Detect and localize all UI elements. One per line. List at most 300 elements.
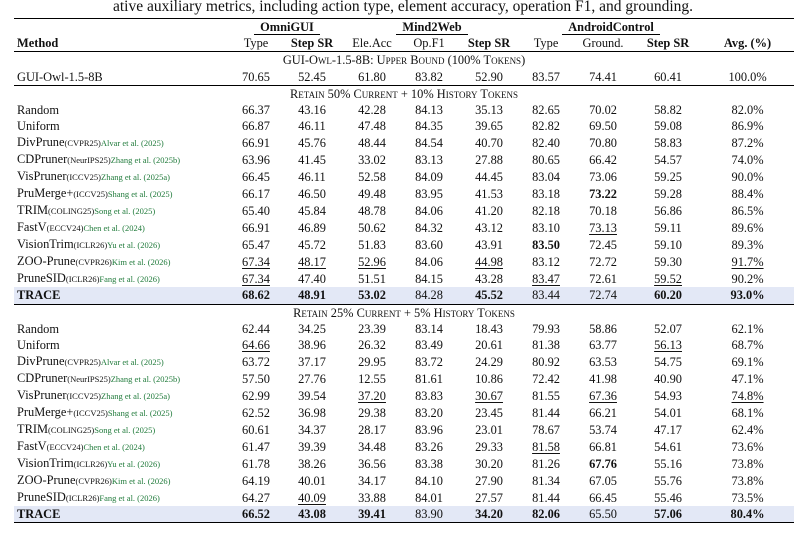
table-row <box>14 321 794 337</box>
metric-cell: 86.9% <box>731 119 764 134</box>
metric-cell: 28.17 <box>358 422 386 437</box>
metric-cell: 37.17 <box>298 354 326 369</box>
col-mind2web-stepsr: Step SR <box>467 36 511 51</box>
method-venue: (ECCV24) <box>46 442 84 453</box>
table-row <box>14 134 794 151</box>
metric-cell: 72.61 <box>589 271 617 286</box>
metric-cell: 83.82 <box>415 69 443 84</box>
metric-cell: 83.50 <box>532 237 560 252</box>
citation-link[interactable]: Yu et al. (2026) <box>107 459 161 470</box>
metric-cell: 74.8% <box>731 388 764 403</box>
metric-cell: 66.42 <box>589 152 617 167</box>
metric-cell: 27.57 <box>475 490 503 505</box>
method-name: Random <box>17 321 59 336</box>
method-venue: (ICCV25) <box>66 172 101 183</box>
citation-link[interactable]: Zhang et al. (2025a) <box>101 172 170 183</box>
citation-link[interactable]: Zhang et al. (2025a) <box>101 391 170 402</box>
table-row <box>14 370 794 387</box>
metric-cell: 70.18 <box>589 203 617 218</box>
method-name: VisionTrim(ICLR26)Yu et al. (2026) <box>17 456 161 471</box>
metric-cell: 47.1% <box>731 371 764 386</box>
method-name: DivPrune(CVPR25)Alvar et al. (2025) <box>17 354 164 369</box>
metric-cell: 46.11 <box>298 119 326 134</box>
citation-link[interactable]: Kim et al. (2026) <box>111 257 171 268</box>
metric-cell: 72.42 <box>532 371 560 386</box>
table-row <box>14 353 794 370</box>
column-header-row <box>14 35 794 52</box>
table-row <box>14 236 794 253</box>
metric-cell: 59.25 <box>654 169 682 184</box>
metric-cell: 73.22 <box>589 186 617 201</box>
col-android-type: Type <box>533 36 559 51</box>
metric-cell: 30.67 <box>475 388 503 403</box>
metric-cell: 43.12 <box>475 220 503 235</box>
metric-cell: 45.52 <box>457 287 521 304</box>
metric-cell: 27.90 <box>475 473 503 488</box>
method-name: GUI-Owl-1.5-8B <box>17 69 103 84</box>
metric-cell: 23.39 <box>358 321 386 336</box>
table-row <box>14 185 794 202</box>
col-mind2web-eleacc: Ele.Acc <box>352 36 392 51</box>
metric-cell: 86.5% <box>731 203 764 218</box>
method-name: Uniform <box>17 337 60 352</box>
metric-cell: 84.35 <box>415 119 443 134</box>
metric-cell: 47.48 <box>358 119 386 134</box>
benchmark-mind2web: Mind2Web <box>343 19 521 36</box>
metric-cell: 88.4% <box>731 186 764 201</box>
table-row <box>14 455 794 472</box>
table-row <box>14 118 794 134</box>
results-table <box>14 18 794 523</box>
metric-cell: 81.58 <box>532 439 560 454</box>
metric-cell: 41.20 <box>475 203 503 218</box>
metric-cell: 23.01 <box>475 422 503 437</box>
section-header <box>14 52 794 69</box>
metric-cell: 93.0% <box>701 287 794 304</box>
metric-cell: 58.86 <box>589 321 617 336</box>
metric-cell: 39.41 <box>343 506 401 523</box>
metric-cell: 27.88 <box>475 152 503 167</box>
method-venue: (CVPR25) <box>64 357 101 368</box>
metric-cell: 44.45 <box>475 169 503 184</box>
section-header <box>14 304 794 321</box>
metric-cell: 10.86 <box>475 371 503 386</box>
table-row <box>14 270 794 287</box>
metric-cell: 82.65 <box>532 103 560 118</box>
metric-cell: 73.6% <box>731 439 764 454</box>
metric-cell: 83.90 <box>401 506 457 523</box>
method-name: TRIM(COLING25)Song et al. (2025) <box>17 203 156 218</box>
metric-cell: 58.83 <box>654 135 682 150</box>
table-row <box>14 404 794 421</box>
metric-cell: 87.2% <box>731 135 764 150</box>
metric-cell: 48.78 <box>358 203 386 218</box>
table-row <box>14 219 794 236</box>
metric-cell: 55.76 <box>654 473 682 488</box>
metric-cell: 62.52 <box>242 405 270 420</box>
metric-cell: 59.11 <box>654 220 682 235</box>
metric-cell: 27.76 <box>298 371 326 386</box>
metric-cell: 82.40 <box>532 135 560 150</box>
metric-cell: 55.16 <box>654 456 682 471</box>
metric-cell: 78.67 <box>532 422 560 437</box>
metric-cell: 48.44 <box>358 135 386 150</box>
method-name: FastV(ECCV24)Chen et al. (2024) <box>17 439 145 454</box>
citation-link[interactable]: Fang et al. (2026) <box>99 493 160 504</box>
metric-cell: 62.4% <box>731 422 764 437</box>
metric-cell: 83.04 <box>532 169 560 184</box>
metric-cell: 67.34 <box>242 271 270 286</box>
method-name: ZOO-Prune(CVPR26)Kim et al. (2026) <box>17 473 171 488</box>
metric-cell: 65.47 <box>242 237 270 252</box>
metric-cell: 65.50 <box>571 506 635 523</box>
metric-cell: 83.83 <box>415 388 443 403</box>
citation-link[interactable]: Chen et al. (2024) <box>83 442 145 453</box>
metric-cell: 41.98 <box>589 371 617 386</box>
metric-cell: 60.41 <box>654 69 682 84</box>
metric-cell: 63.77 <box>589 337 617 352</box>
metric-cell: 24.29 <box>475 354 503 369</box>
metric-cell: 34.48 <box>358 439 386 454</box>
metric-cell: 79.93 <box>532 321 560 336</box>
method-venue: (CVPR25) <box>64 138 101 149</box>
table-row <box>14 287 794 304</box>
method-venue: (CVPR26) <box>75 476 112 487</box>
metric-cell: 84.01 <box>415 490 443 505</box>
metric-cell: 29.33 <box>475 439 503 454</box>
metric-cell: 83.10 <box>532 220 560 235</box>
metric-cell: 66.45 <box>589 490 617 505</box>
metric-cell: 90.0% <box>731 169 764 184</box>
metric-cell: 53.74 <box>589 422 617 437</box>
metric-cell: 59.08 <box>654 119 682 134</box>
citation-link[interactable]: Alvar et al. (2025) <box>100 357 164 368</box>
metric-cell: 72.45 <box>589 237 617 252</box>
metric-cell: 74.41 <box>589 69 617 84</box>
metric-cell: 65.40 <box>242 203 270 218</box>
citation-link[interactable]: Fang et al. (2026) <box>99 274 160 285</box>
metric-cell: 64.27 <box>242 490 270 505</box>
metric-cell: 89.3% <box>731 237 764 252</box>
method-name: PruMerge+(ICCV25)Shang et al. (2025) <box>17 405 173 420</box>
metric-cell: 40.09 <box>298 490 326 505</box>
metric-cell: 80.92 <box>532 354 560 369</box>
benchmark-omnigui: OmniGUI <box>231 19 343 36</box>
metric-cell: 38.96 <box>298 337 326 352</box>
method-name: DivPrune(CVPR25)Alvar et al. (2025) <box>17 135 164 150</box>
method-venue: (ICLR26) <box>65 274 100 285</box>
metric-cell: 83.95 <box>415 186 443 201</box>
metric-cell: 39.39 <box>298 439 326 454</box>
method-name: VisionTrim(ICLR26)Yu et al. (2026) <box>17 237 161 252</box>
method-name: CDPruner(NeurIPS25)Zhang et al. (2025b) <box>17 152 181 167</box>
method-venue: (NeurIPS25) <box>67 155 111 166</box>
citation-link[interactable]: Song et al. (2025) <box>94 425 156 436</box>
col-mind2web-opf1: Op.F1 <box>413 36 445 51</box>
citation-link[interactable]: Song et al. (2025) <box>94 206 156 217</box>
table-row <box>14 506 794 523</box>
method-venue: (ECCV24) <box>46 223 84 234</box>
col-omnigui-type: Type <box>243 36 269 51</box>
metric-cell: 53.02 <box>343 287 401 304</box>
metric-cell: 73.06 <box>589 169 617 184</box>
metric-cell: 40.01 <box>298 473 326 488</box>
metric-cell: 66.52 <box>231 506 281 523</box>
method-name: CDPruner(NeurIPS25)Zhang et al. (2025b) <box>17 371 181 386</box>
metric-cell: 43.16 <box>298 103 326 118</box>
method-venue: (ICCV25) <box>73 189 108 200</box>
table-row <box>14 421 794 438</box>
metric-cell: 50.62 <box>358 220 386 235</box>
metric-cell: 55.46 <box>654 490 682 505</box>
metric-cell: 84.54 <box>415 135 443 150</box>
metric-cell: 83.96 <box>415 422 443 437</box>
metric-cell: 82.0% <box>731 103 764 118</box>
citation-link[interactable]: Shang et al. (2025) <box>107 189 173 200</box>
metric-cell: 82.18 <box>532 203 560 218</box>
metric-cell: 43.28 <box>475 271 503 286</box>
metric-cell: 36.98 <box>298 405 326 420</box>
metric-cell: 84.06 <box>415 254 443 269</box>
metric-cell: 81.44 <box>532 405 560 420</box>
metric-cell: 83.13 <box>415 152 443 167</box>
method-venue: (NeurIPS25) <box>67 374 111 385</box>
metric-cell: 83.57 <box>532 69 560 84</box>
table-row <box>14 472 794 489</box>
metric-cell: 83.72 <box>415 354 443 369</box>
method-venue: (ICLR26) <box>73 459 108 470</box>
metric-cell: 62.44 <box>242 321 270 336</box>
metric-cell: 59.28 <box>654 186 682 201</box>
metric-cell: 62.99 <box>242 388 270 403</box>
metric-cell: 59.10 <box>654 237 682 252</box>
metric-cell: 91.7% <box>731 254 764 269</box>
metric-cell: 83.14 <box>415 321 443 336</box>
metric-cell: 60.20 <box>635 287 701 304</box>
metric-cell: 47.40 <box>298 271 326 286</box>
metric-cell: 70.80 <box>589 135 617 150</box>
benchmark-androidcontrol: AndroidControl <box>521 19 701 36</box>
section-title: Retain 25% Current + 5% History Tokens <box>14 304 794 321</box>
metric-cell: 66.87 <box>242 119 270 134</box>
metric-cell: 46.50 <box>298 186 326 201</box>
metric-cell: 60.61 <box>242 422 270 437</box>
metric-cell: 67.76 <box>589 456 617 471</box>
method-name: Uniform <box>17 119 60 134</box>
table-caption: ative auxiliary metrics, including action type, element accuracy, operation F1, and grounding. <box>112 0 694 15</box>
metric-cell: 68.7% <box>731 337 764 352</box>
metric-cell: 46.89 <box>298 220 326 235</box>
metric-cell: 36.56 <box>358 456 386 471</box>
metric-cell: 34.37 <box>298 422 326 437</box>
method-name: VisPruner(ICCV25)Zhang et al. (2025a) <box>17 388 170 403</box>
metric-cell: 81.61 <box>415 371 443 386</box>
metric-cell: 47.17 <box>654 422 682 437</box>
method-venue: (ICLR26) <box>65 493 100 504</box>
metric-cell: 39.65 <box>475 119 503 134</box>
method-name: PruMerge+(ICCV25)Shang et al. (2025) <box>17 186 173 201</box>
metric-cell: 64.19 <box>242 473 270 488</box>
method-name: TRACE <box>14 287 231 304</box>
metric-cell: 45.76 <box>298 135 326 150</box>
citation-link[interactable]: Alvar et al. (2025) <box>100 138 164 149</box>
metric-cell: 45.84 <box>298 203 326 218</box>
citation-link[interactable]: Shang et al. (2025) <box>107 408 173 419</box>
citation-link[interactable]: Yu et al. (2026) <box>107 240 161 251</box>
metric-cell: 66.21 <box>589 405 617 420</box>
metric-cell: 45.72 <box>298 237 326 252</box>
metric-cell: 52.45 <box>298 69 326 84</box>
metric-cell: 66.81 <box>589 439 617 454</box>
metric-cell: 54.57 <box>654 152 682 167</box>
metric-cell: 40.70 <box>475 135 503 150</box>
citation-link[interactable]: Zhang et al. (2025b) <box>110 155 181 166</box>
metric-cell: 48.91 <box>281 287 343 304</box>
metric-cell: 44.98 <box>475 254 503 269</box>
metric-cell: 59.30 <box>654 254 682 269</box>
metric-cell: 23.45 <box>475 405 503 420</box>
metric-cell: 66.45 <box>242 169 270 184</box>
table-row <box>14 102 794 118</box>
metric-cell: 41.45 <box>298 152 326 167</box>
metric-cell: 84.10 <box>415 473 443 488</box>
metric-cell: 51.83 <box>358 237 386 252</box>
metric-cell: 73.13 <box>589 220 617 235</box>
metric-cell: 39.54 <box>298 388 326 403</box>
table-row <box>14 387 794 404</box>
metric-cell: 84.09 <box>415 169 443 184</box>
table-row <box>14 69 794 86</box>
method-venue: (COLING25) <box>47 425 95 436</box>
metric-cell: 66.17 <box>242 186 270 201</box>
metric-cell: 37.20 <box>358 388 386 403</box>
metric-cell: 66.91 <box>242 135 270 150</box>
metric-cell: 51.51 <box>358 271 386 286</box>
metric-cell: 82.06 <box>521 506 571 523</box>
metric-cell: 83.20 <box>415 405 443 420</box>
metric-cell: 68.1% <box>731 405 764 420</box>
metric-cell: 100.0% <box>728 69 767 84</box>
table-row <box>14 438 794 455</box>
metric-cell: 83.49 <box>415 337 443 352</box>
metric-cell: 70.02 <box>589 103 617 118</box>
metric-cell: 72.74 <box>571 287 635 304</box>
metric-cell: 18.43 <box>475 321 503 336</box>
metric-cell: 81.38 <box>532 337 560 352</box>
metric-cell: 52.07 <box>654 321 682 336</box>
citation-link[interactable]: Kim et al. (2026) <box>111 476 171 487</box>
metric-cell: 57.50 <box>242 371 270 386</box>
metric-cell: 63.96 <box>242 152 270 167</box>
metric-cell: 81.44 <box>532 490 560 505</box>
metric-cell: 58.82 <box>654 103 682 118</box>
metric-cell: 73.8% <box>731 456 764 471</box>
table-row <box>14 202 794 219</box>
metric-cell: 46.11 <box>298 169 326 184</box>
metric-cell: 61.47 <box>242 439 270 454</box>
metric-cell: 40.90 <box>654 371 682 386</box>
citation-link[interactable]: Chen et al. (2024) <box>83 223 145 234</box>
section-title: GUI-Owl-1.5-8B: Upper Bound (100% Tokens) <box>14 52 794 69</box>
citation-link[interactable]: Zhang et al. (2025b) <box>110 374 181 385</box>
metric-cell: 43.08 <box>281 506 343 523</box>
metric-cell: 54.75 <box>654 354 682 369</box>
metric-cell: 52.58 <box>358 169 386 184</box>
metric-cell: 49.48 <box>358 186 386 201</box>
metric-cell: 20.61 <box>475 337 503 352</box>
metric-cell: 68.62 <box>231 287 281 304</box>
metric-cell: 56.13 <box>654 337 682 352</box>
metric-cell: 66.37 <box>242 103 270 118</box>
metric-cell: 54.93 <box>654 388 682 403</box>
metric-cell: 57.06 <box>635 506 701 523</box>
metric-cell: 63.53 <box>589 354 617 369</box>
metric-cell: 81.55 <box>532 388 560 403</box>
metric-cell: 80.4% <box>701 506 794 523</box>
metric-cell: 52.90 <box>475 69 503 84</box>
metric-cell: 48.17 <box>298 254 326 269</box>
metric-cell: 72.72 <box>589 254 617 269</box>
col-method: Method <box>17 36 59 51</box>
method-venue: (ICCV25) <box>73 408 108 419</box>
metric-cell: 67.05 <box>589 473 617 488</box>
metric-cell: 12.55 <box>358 371 386 386</box>
metric-cell: 73.8% <box>731 473 764 488</box>
method-name: FastV(ECCV24)Chen et al. (2024) <box>17 220 145 235</box>
metric-cell: 59.52 <box>654 271 682 286</box>
metric-cell: 67.34 <box>242 254 270 269</box>
metric-cell: 84.15 <box>415 271 443 286</box>
metric-cell: 82.82 <box>532 119 560 134</box>
metric-cell: 61.78 <box>242 456 270 471</box>
metric-cell: 38.26 <box>298 456 326 471</box>
metric-cell: 43.91 <box>475 237 503 252</box>
section-title: Retain 50% Current + 10% History Tokens <box>14 85 794 102</box>
table-row <box>14 253 794 270</box>
method-name: ZOO-Prune(CVPR26)Kim et al. (2026) <box>17 254 171 269</box>
method-name: TRACE <box>14 506 231 523</box>
metric-cell: 69.50 <box>589 119 617 134</box>
metric-cell: 34.25 <box>298 321 326 336</box>
method-name: TRIM(COLING25)Song et al. (2025) <box>17 422 156 437</box>
table-row <box>14 489 794 506</box>
metric-cell: 63.72 <box>242 354 270 369</box>
method-name: VisPruner(ICCV25)Zhang et al. (2025a) <box>17 169 170 184</box>
metric-cell: 84.13 <box>415 103 443 118</box>
col-android-stepsr: Step SR <box>646 36 690 51</box>
method-name: PruneSID(ICLR26)Fang et al. (2026) <box>17 271 160 286</box>
metric-cell: 84.06 <box>415 203 443 218</box>
metric-cell: 33.88 <box>358 490 386 505</box>
metric-cell: 69.1% <box>731 354 764 369</box>
metric-cell: 26.32 <box>358 337 386 352</box>
metric-cell: 52.96 <box>358 254 386 269</box>
metric-cell: 35.13 <box>475 103 503 118</box>
method-venue: (ICLR26) <box>73 240 108 251</box>
metric-cell: 56.86 <box>654 203 682 218</box>
metric-cell: 83.12 <box>532 254 560 269</box>
metric-cell: 54.01 <box>654 405 682 420</box>
metric-cell: 30.20 <box>475 456 503 471</box>
col-avg: Avg. (%) <box>723 36 772 51</box>
metric-cell: 83.47 <box>532 271 560 286</box>
method-name: PruneSID(ICLR26)Fang et al. (2026) <box>17 490 160 505</box>
metric-cell: 62.1% <box>731 321 764 336</box>
metric-cell: 84.32 <box>415 220 443 235</box>
metric-cell: 54.61 <box>654 439 682 454</box>
metric-cell: 61.80 <box>358 69 386 84</box>
table-row <box>14 151 794 168</box>
